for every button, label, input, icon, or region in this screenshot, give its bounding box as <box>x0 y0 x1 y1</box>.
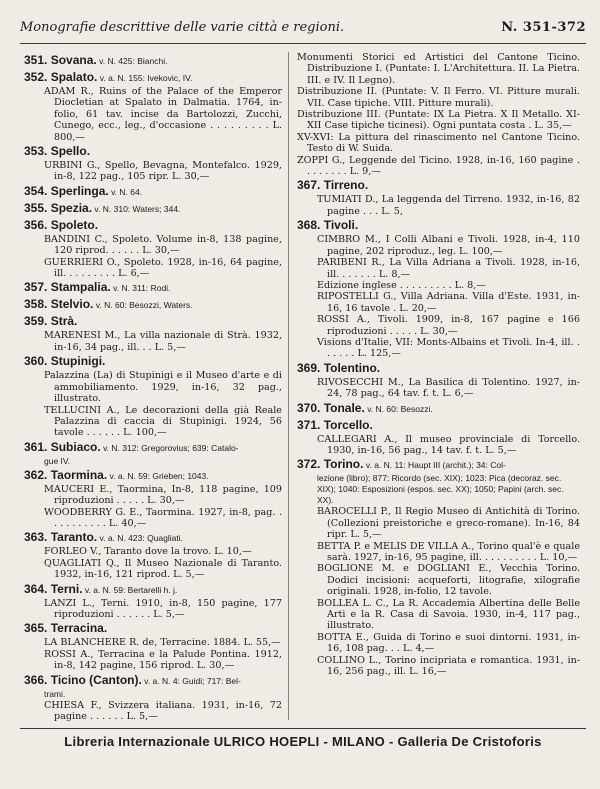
cross-reference: v. N. 64. <box>108 186 143 197</box>
bibliography-item: CIMBRO M., I Colli Albani e Tivoli. 1928, in-4, 110 pagine, 202 riproduz., leg. L. 100,— <box>317 234 580 257</box>
bibliography-item: Distribuzione III. (Puntate: IX La Pietra. X Il Metallo. XI-XII Case tipiche ticinesi). Ogni puntata costa . L. 35,— <box>297 109 580 132</box>
entry-number: 363. <box>24 530 48 545</box>
place-name: Sperlinga. <box>50 183 109 198</box>
catalog-entry <box>24 52 282 69</box>
place-name: Stupinigi. <box>50 354 106 369</box>
place-name: Tivoli. <box>323 218 359 233</box>
catalog-entry <box>297 400 580 417</box>
place-name: Tonale. <box>323 400 365 415</box>
catalog-entry <box>297 456 580 677</box>
catalog-entry <box>24 353 282 438</box>
entry-heading <box>24 620 282 637</box>
catalog-entry <box>24 279 282 296</box>
place-name: Strà. <box>50 314 78 329</box>
place-name: Spalato. <box>50 70 98 84</box>
place-name: Subiaco. <box>50 439 101 454</box>
place-name: Sovana. <box>50 53 97 67</box>
entry-heading <box>24 439 282 456</box>
entry-heading <box>24 467 282 484</box>
left-column <box>24 52 282 722</box>
place-name: Taormina. <box>50 467 108 482</box>
bibliography-item: RIVOSECCHI M., La Basilica di Tolentino. 1927, in-24, 78 pag., 64 tav. f. t. L. 6,— <box>317 376 580 400</box>
entry-number: 364. <box>24 581 48 596</box>
entry-heading <box>24 217 282 234</box>
bibliography-item: GUERRIERI O., Spoleto. 1928, in-16, 64 pagine, ill. . . . . . . . . L. 6,— <box>44 256 282 280</box>
publisher-footer: Libreria Internazionale ULRICO HOEPLI - MILANO - Galleria De Cristoforis <box>64 734 542 749</box>
entry-heading <box>24 581 282 598</box>
entry-number: 371. <box>297 417 321 432</box>
entry-heading <box>24 353 282 370</box>
entry-heading <box>24 183 282 200</box>
bibliography-item: FORLEO V., Taranto dove la trovo. L. 10,— <box>44 546 252 558</box>
place-name: Taranto. <box>50 530 98 545</box>
catalog-entry <box>24 439 282 467</box>
bibliography-item: CHIESA F., Svizzera italiana. 1931, in-16, 72 pagine . . . . . . L. 5,— <box>44 699 282 722</box>
cross-reference: v. N. 311: Rodi. <box>110 283 171 294</box>
bibliography-item: ROSSI A., Terracina e la Palude Pontina. 1912, in-8, 142 pagine, 156 riprod. L. 30,— <box>44 648 282 672</box>
place-name: Tolentino. <box>323 360 381 375</box>
entry-number: 353. <box>24 144 48 159</box>
bibliography-item: MARENESI M., La villa nazionale di Strà. 1932, in-16, 34 pag., ill. . . L. 5,— <box>44 330 282 353</box>
bibliography-item: XV-XVI: La pittura del rinascimento nel Cantone Ticino. Testo di W. Suida. <box>297 131 580 155</box>
footer-rule <box>20 728 586 729</box>
entry-heading <box>24 200 282 217</box>
entry-heading <box>24 296 282 313</box>
entry-heading <box>297 417 580 434</box>
page-header <box>20 20 586 35</box>
entry-number: 365. <box>24 621 48 636</box>
entry-heading <box>24 313 282 330</box>
entry-heading <box>297 400 580 417</box>
cross-reference: v. N. 60: Besozzi, Waters. <box>93 300 193 311</box>
bibliography-item: PARIBENI R., La Villa Adriana a Tivoli. 1928, in-16, ill. . . . . . . L. 8,— <box>317 257 580 280</box>
entry-number: 366. <box>24 672 48 687</box>
entry-number: 369. <box>297 360 321 375</box>
header-rule <box>20 43 586 44</box>
entry-number: 351. <box>24 53 48 67</box>
catalog-entry <box>24 581 282 621</box>
entry-number: 361. <box>24 439 48 454</box>
cross-reference: v. a. N. 4: Guidi; 717: Bel- <box>141 675 241 686</box>
catalog-entry <box>24 143 282 183</box>
place-name: Spello. <box>50 144 91 159</box>
catalog-entry <box>24 529 282 580</box>
entry-number: 352. <box>24 70 48 84</box>
catalog-entry <box>297 417 580 457</box>
entry-number: 358. <box>24 297 48 312</box>
place-name: Terracina. <box>50 621 108 636</box>
entry-heading <box>24 143 282 160</box>
entry-number: 354. <box>24 183 48 198</box>
catalog-entry <box>297 52 580 177</box>
place-name: Spoleto. <box>50 217 99 232</box>
entry-number: 367. <box>297 178 321 193</box>
cross-reference: v. a. N. 11: Haupt III (archit.); 34: Col- <box>363 460 506 471</box>
bibliography-item: Edizione inglese . . . . . . . . . L. 8,— <box>317 279 486 291</box>
bibliography-item: WOODBERRY G. E., Taormina. 1927, in-8, pag. . . . . . . . . . . L. 40,— <box>44 506 282 529</box>
column-divider <box>288 52 289 720</box>
entry-number: 362. <box>24 467 48 482</box>
bibliography-item: BAROCELLI P., Il Regio Museo di Antichità di Torino. (Collezioni preistoriche e greco-romane). In-16, 84 ripr. L. 5,— <box>317 506 580 541</box>
catalog-entry <box>24 467 282 530</box>
catalog-entry <box>297 360 580 400</box>
bibliography-item: Visions d'Italie, VII: Monts-Albains et Tivoli. In-4, ill. . . . . . . L. 125,— <box>317 336 580 360</box>
bibliography-item: BANDINI C., Spoleto. Volume in-8, 138 pagine, 120 riprod. . . . . . L. 30,— <box>44 233 282 257</box>
place-name: Spezia. <box>50 200 93 215</box>
bibliography-item: MAUCERI E., Taormina, In-8, 118 pagine, 109 riproduzioni . . . . . L. 30,— <box>44 483 282 507</box>
entry-number: 368. <box>297 218 321 233</box>
cross-reference-continued: trami. <box>44 688 66 699</box>
bibliography-item: Distribuzione II. (Puntate: V. Il Ferro. VI. Pitture murali. VII. Case tipiche. VIII. Pitture murali). <box>297 86 580 109</box>
place-name: Terni. <box>50 581 83 596</box>
cross-reference: v. a. N. 155: Ivekovic, IV. <box>97 73 193 83</box>
bibliography-item: BOLLEA L. C., La R. Accademia Albertina delle Belle Arti e la R. Casa di Savoia. 1930, in-4, 117 pag., illustrato. <box>317 597 580 632</box>
place-name: Stampalia. <box>50 280 111 295</box>
entry-heading <box>24 529 282 546</box>
right-column <box>297 52 580 677</box>
bibliography-item: BETTA P. e MELIS DE VILLA A., Torino qual'è e quale sarà. 1927, in-16, 95 pagine, ill. . . . . . . . . . L. 10,— <box>317 540 580 563</box>
bibliography-item: TELLUCINI A., Le decorazioni della già Reale Palazzina di caccia di Stupinigi. 1924, 56 tavole . . . . . . L. 100,— <box>44 404 282 439</box>
cross-reference: v. N. 425: Bianchi. <box>96 56 168 66</box>
bibliography-item: BOTTA E., Guida di Torino e suoi dintorni. 1931, in-16, 108 pag. . . L. 4,— <box>317 631 580 655</box>
entry-heading <box>297 177 580 194</box>
bibliography-item: BOGLIONE M. e DOGLIANI E., Vecchia Torino. Dodici incisioni: acqueforti, litografie, xilografie originali. 1928, in-folio, 12 tavole. <box>317 563 580 598</box>
bibliography-item: Palazzina (La) di Stupinigi e il Museo d'arte e di ammobiliamento. 1929, in-16, 32 pag., illustrato. <box>44 370 282 405</box>
bibliography-item: ADAM R., Ruins of the Palace of the Emperor Diocletian at Spalato in Dalmatia. 1764, in-folio, 61 tav. incise da Bartolozzi, Zucchi, Cunego, ecc., leg., d'occasione . . . . . . . . . L. 800,— <box>44 86 282 143</box>
entry-heading <box>24 279 282 296</box>
place-name: Stelvio. <box>50 297 94 312</box>
cross-reference-continued: gue IV. <box>44 455 71 466</box>
place-name: Ticino (Canton). <box>50 672 142 687</box>
entry-heading <box>24 69 282 86</box>
place-name: Torcello. <box>323 417 373 432</box>
entry-number: 356. <box>24 217 48 232</box>
catalog-entry <box>24 313 282 353</box>
bibliography-item: TUMIATI D., La leggenda del Tirreno. 1932, in-16, 82 pagine . . . L. 5, <box>317 194 580 217</box>
cross-reference: v. N. 312: Gregorovius; 639: Catalo- <box>100 442 239 453</box>
cross-reference-continued: lezione (libro); 877: Ricordo (sec. XIX); 1023: Pica (decoraz. sec. XIX); 1040: Esposizioni (espos. sec. XX); 1050; Papini (arch. sec. XX). <box>317 473 564 506</box>
entry-heading <box>24 52 282 69</box>
cross-reference: v. N. 310: Waters; 344. <box>92 203 181 214</box>
catalog-entry <box>24 183 282 200</box>
entry-number: 357. <box>24 280 48 295</box>
bibliography-item: LA BLANCHERE R. de, Terracine. 1884. L. 55,— <box>44 637 281 649</box>
catalog-entry <box>297 217 580 359</box>
entry-heading <box>297 360 580 377</box>
bibliography-item: LANZI L., Terni. 1910, in-8, 150 pagine, 177 riproduzioni . . . . . . L. 5,— <box>44 597 282 620</box>
catalog-entry <box>297 177 580 217</box>
bibliography-item: COLLINO L., Torino incipriata e romantica. 1931, in-16, 256 pag., ill. L. 16,— <box>317 654 580 678</box>
bibliography-item: ZOPPI G., Leggende del Ticino. 1928, in-16, 160 pagine . . . . . . . . L. 9,— <box>297 154 580 178</box>
catalog-entry <box>24 672 282 723</box>
entry-number: 359. <box>24 314 48 329</box>
entry-heading <box>297 217 580 234</box>
cross-reference: v. a. N. 59: Grieben; 1043. <box>107 470 209 481</box>
bibliography-item: ROSSI A., Tivoli. 1909, in-8, 167 pagine e 166 riproduzioni . . . . . L. 30,— <box>317 314 580 337</box>
bibliography-item: RIPOSTELLI G., Villa Adriana. Villa d'Este. 1931, in-16, 16 tavole . L. 20,— <box>317 291 580 314</box>
entry-heading <box>297 456 580 473</box>
catalog-entry <box>24 200 282 217</box>
cross-reference: v. a. N. 59: Bertarelli h. j. <box>82 584 178 595</box>
catalog-entry <box>24 620 282 671</box>
page-title: Monografie descrittive delle varie città e regioni. <box>20 20 345 35</box>
bibliography-item: Monumenti Storici ed Artistici del Cantone Ticino. Distribuzione I. (Puntate: I. L'Architettura. II. La Pietra. III. e IV. Il Legno). <box>297 52 580 86</box>
bibliography-item: QUAGLIATI Q., Il Museo Nazionale di Taranto. 1932, in-16, 121 riprod. L. 5,— <box>44 557 282 581</box>
entry-number: 370. <box>297 400 321 415</box>
entry-number: 372. <box>297 457 321 472</box>
bibliography-item: URBINI G., Spello, Bevagna, Montefalco. 1929, in-8, 122 pag., 105 ripr. L. 30,— <box>44 160 282 183</box>
bibliography-item: CALLEGARI A., Il museo provinciale di Torcello. 1930, in-16, 56 pag., 14 tav. f. t. L. 5,— <box>317 433 580 456</box>
entry-number: 355. <box>24 200 48 215</box>
cross-reference: v. N. 60: Besozzi. <box>364 403 433 414</box>
catalog-entry <box>24 296 282 313</box>
cross-reference: v. a. N. 423: Quagliati. <box>97 533 183 544</box>
entry-heading <box>24 672 282 689</box>
place-name: Torino. <box>323 457 364 472</box>
catalog-entry <box>24 217 282 280</box>
entry-range: N. 351-372 <box>501 20 586 35</box>
catalog-entry <box>24 69 282 143</box>
place-name: Tirreno. <box>323 178 369 193</box>
entry-number: 360. <box>24 354 48 369</box>
